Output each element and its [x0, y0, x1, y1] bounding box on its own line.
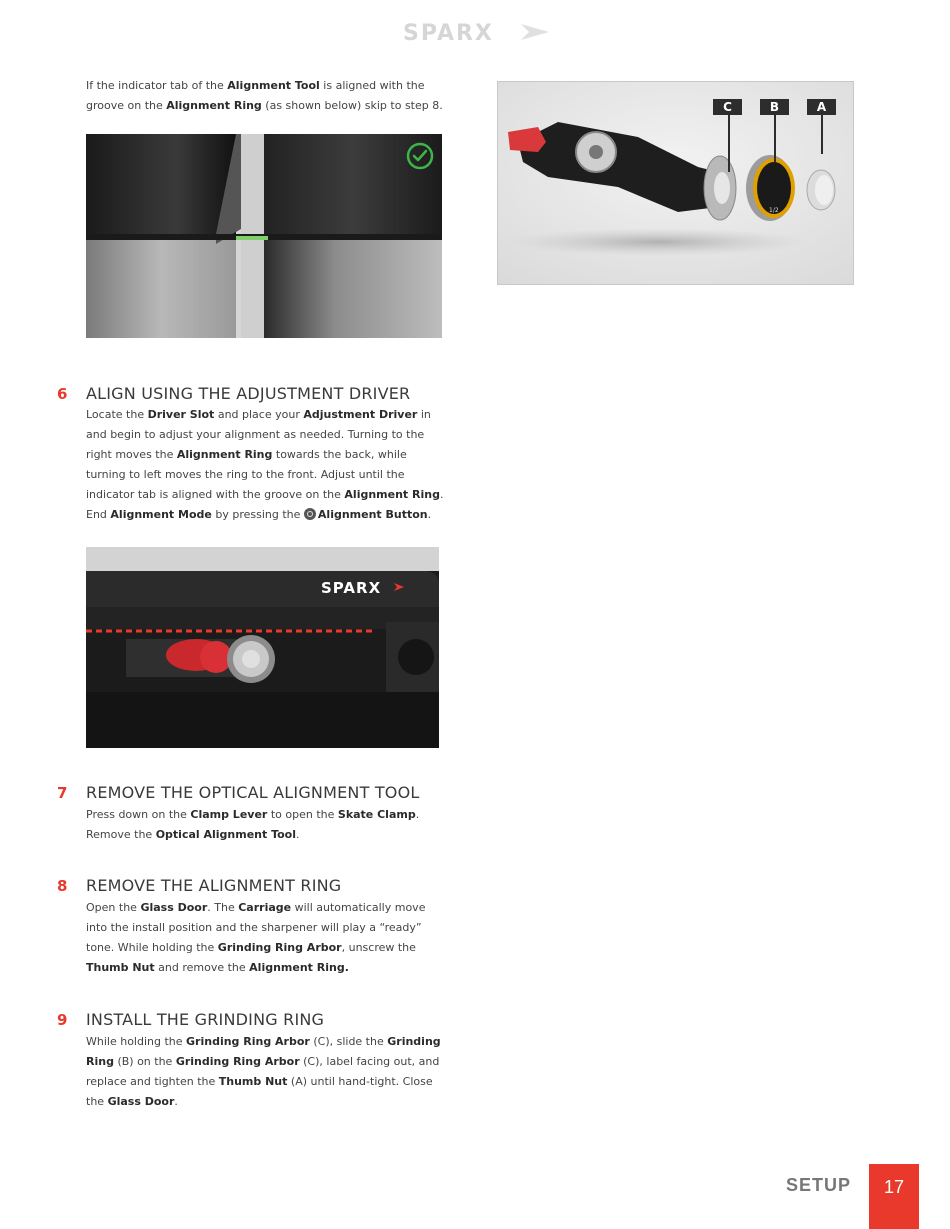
- logo-text: SPARX: [403, 21, 494, 46]
- callout-b: B: [760, 99, 789, 115]
- step-6-paragraph: Locate the Driver Slot and place your Adjustment Driver in and begin to adjust your alignment as needed. Turning to the right moves the Alignment Ring towards the back, while turning to left moves the ring to the front. Adjust until the indicator tab is aligned with the groove on the Alignment Ring. End Alignment Mode by pressing the Alignment Button.: [86, 408, 444, 521]
- step-6-title: ALIGN USING THE ADJUSTMENT DRIVER: [86, 384, 411, 403]
- callout-c: C: [713, 99, 742, 115]
- step-9-number: 9: [57, 1011, 68, 1029]
- ring-label: 1/2: [769, 207, 779, 214]
- intro-paragraph: If the indicator tab of the Alignment Tool is aligned with the groove on the Alignment Ring (as shown below) skip to step 8.: [86, 79, 443, 112]
- step-9-title: INSTALL THE GRINDING RING: [86, 1010, 325, 1029]
- step-6-number: 6: [57, 385, 68, 403]
- product-logo: SPARX: [321, 579, 382, 597]
- step-9-paragraph: While holding the Grinding Ring Arbor (C), slide the Grinding Ring (B) on the Grinding Ring Arbor (C), label facing out, and replace and tighten the Thumb Nut (A) until hand-tight. Close the Glass Door.: [86, 1035, 441, 1108]
- step-8-number: 8: [57, 877, 68, 895]
- step-7-paragraph: Press down on the Clamp Lever to open the Skate Clamp. Remove the Optical Alignment Tool.: [86, 808, 420, 841]
- adjustment-driver-photo: [86, 547, 439, 748]
- check-icon: [406, 142, 434, 170]
- grinding-assembly-photo: [497, 81, 854, 285]
- header-logo: [403, 18, 549, 46]
- callout-a: A: [807, 99, 836, 115]
- step-8-paragraph: Open the Glass Door. The Carriage will automatically move into the install position and the sharpener will play a “ready” tone. While holding the Grinding Ring Arbor, unscrew the Thumb Nut and remove the Alignment Ring.: [86, 901, 426, 974]
- footer-section-label: SETUP: [786, 1175, 852, 1195]
- alignment-check-photo: [86, 134, 442, 338]
- alignment-button-icon: [304, 508, 316, 520]
- step-7-title: REMOVE THE OPTICAL ALIGNMENT TOOL: [86, 783, 420, 802]
- step-7-number: 7: [57, 784, 68, 802]
- page-number: 17: [869, 1164, 919, 1229]
- step-8-title: REMOVE THE ALIGNMENT RING: [86, 876, 342, 895]
